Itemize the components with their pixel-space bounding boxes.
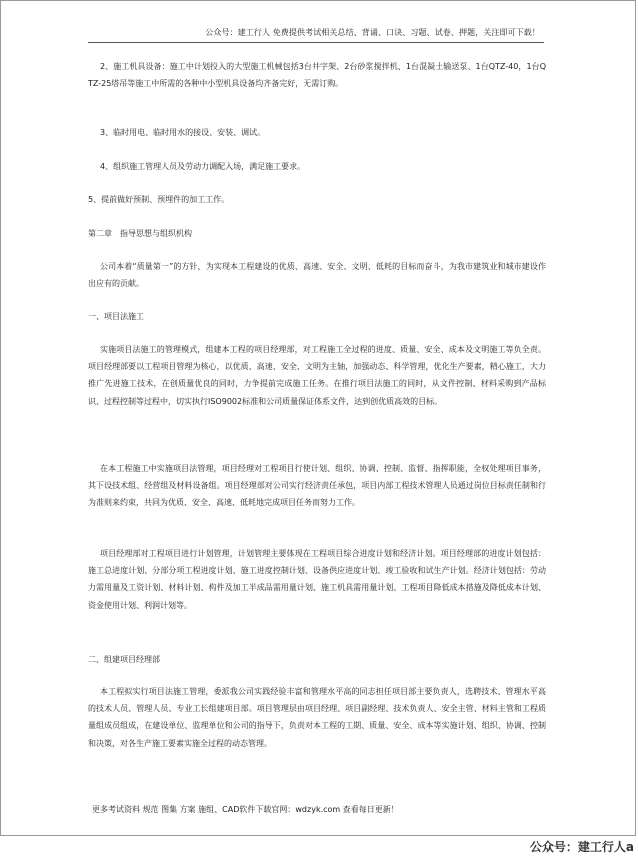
paragraph-prefabrication: 5、提前做好预制、预埋件的加工工作。 <box>88 195 230 204</box>
paragraph-project-manager-duties: 在本工程施工中实施项目法管理，项目经理对工程项目行使计划、组织、协调、控制、监督、指挥职能，全权处理项目事务，其下设技术组、经营组及材料设备组。项目经理部对公司实行经济责任承包，项目内部工程技术管理人员通过岗位目标责任制和行为准则来约束，共同为优质、安全、高速、低耗地完成项目任务而努力工作。 <box>88 464 546 508</box>
header-rule <box>88 42 544 43</box>
paragraph-policy: 公司本着“质量第一”的方针，为实现本工程建设的优质、高速、安全、文明、低耗的目标而奋斗，为我市建筑业和城市建设作出应有的贡献。 <box>88 262 546 289</box>
paragraph-staff-mobilization: 4、组织施工管理人员及劳动力调配入场，满足施工要求。 <box>100 162 306 171</box>
paragraph-project-management-mode: 实施项目法施工的管理模式，组建本工程的项目经理部，对工程施工全过程的进度、质量、安全、成本及文明施工等负全责。项目经理部要以工程项目管理为核心，以优质、高速、安全、文明为主轴，加强动态、科学管理，优化生产要素，精心施工，大力推广先进施工技术，在创质量优良的同时，力争提前完成施工任务。在推行项目法施工的同时，从文件控制、材料采购到产品标识、过程控制等过程中，切实执行ISO9002标准和公司质量保证体系文件，达到创优质高效的目标。 <box>88 345 546 406</box>
paragraph-equipment: 2、施工机具设备：施工中计划投入的大型施工机械包括3台井字架、2台砂浆搅拌机、1台混凝土输送泵、1台QTZ-40，1台QTZ-25塔吊等施工中所需的各种中小型机具设备均齐备完好，无需订购。 <box>88 62 546 89</box>
section-title-project-team: 二、组建项目经理部 <box>88 655 160 664</box>
page-footer: 更多考试资料 规范 图集 方案 施组、CAD软件下载官网：wdzyk.com 查看每日更新！ <box>92 805 399 814</box>
watermark-text: 公众号：建工行人a <box>529 840 634 854</box>
page-header: 公众号：建工行人 免费提供考试相关总结、背诵、口诀、习题、试卷、押题，关注即可下载！ <box>205 28 540 37</box>
paragraph-project-team: 本工程拟实行项目法施工管理，委派我公司实践经验丰富和管理水平高的同志担任项目部主要负责人，选聘技术、管理水平高的技术人员、管理人员、专业工长组建项目部。项目管理层由项目经理、项目副经理、技术负责人、安全主管、材料主管和工程质量组成员组成，在建设单位、监理单位和公司的指导下，负责对本工程的工期、质量、安全、成本等实施计划、组织、协调、控制和决策，对各生产施工要素实施全过程的动态管理。 <box>88 687 546 748</box>
section-title-project-method: 一、项目法施工 <box>88 312 144 321</box>
chapter-title: 第二章 指导思想与组织机构 <box>88 229 192 238</box>
paragraph-planning-management: 项目经理部对工程项目进行计划管理，计划管理主要体现在工程项目综合进度计划和经济计划。项目经理部的进度计划包括：施工总进度计划、分部分项工程进度计划、施工进度控制计划、设备供应进度计划、竣工验收和试生产计划。经济计划包括：劳动力需用量及工资计划、材料计划、构件及加工半成品需用量计划、施工机具需用量计划、工程项目降低成本措施及降低成本计划、资金使用计划、利润计划等。 <box>88 549 546 610</box>
paragraph-temporary-utilities: 3、临时用电、临时用水的接设、安装、调试。 <box>100 128 266 137</box>
